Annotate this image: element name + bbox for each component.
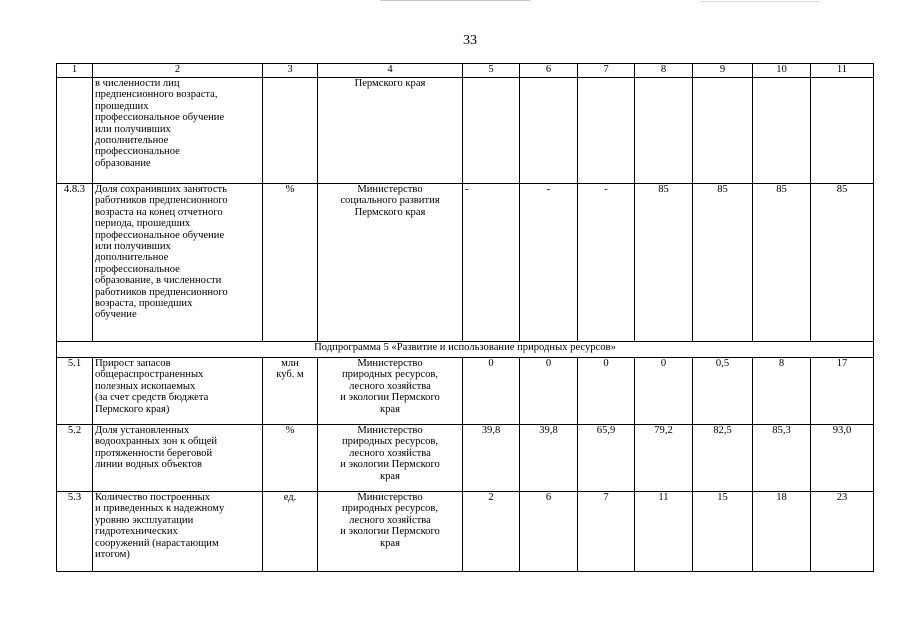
header-cell: 2 [93, 64, 263, 78]
ministry-cell: Пермского края [318, 78, 463, 184]
value-cell: - [463, 184, 520, 342]
indicator-name-cell: Доля установленных водоохранных зон к общей протяженности береговой линии водных объектов [93, 425, 263, 492]
value-cell: - [578, 184, 635, 342]
value-cell: 17 [811, 358, 874, 425]
header-cell: 1 [57, 64, 93, 78]
header-cell: 9 [693, 64, 753, 78]
value-cell: 85 [693, 184, 753, 342]
header-row [57, 64, 874, 78]
header-cell: 3 [263, 64, 318, 78]
table-row [57, 184, 874, 342]
ministry-cell: Министерство природных ресурсов, лесного хозяйства и экологии Пермского края [318, 425, 463, 492]
header-cell: 6 [520, 64, 578, 78]
value-cell [693, 78, 753, 184]
page-number: 33 [463, 33, 477, 48]
value-cell [811, 78, 874, 184]
row-number-cell: 5.3 [57, 492, 93, 572]
value-cell [578, 78, 635, 184]
value-cell: - [520, 184, 578, 342]
value-cell: 0 [463, 358, 520, 425]
header-cell: 5 [463, 64, 520, 78]
scan-edge-line [380, 0, 530, 1]
indicator-name-cell: Прирост запасов общераспространенных полезных ископаемых (за счет средств бюджета Пермского края) [93, 358, 263, 425]
value-cell: 0 [578, 358, 635, 425]
indicator-name-cell: Количество построенных и приведенных к надежному уровню эксплуатации гидротехнических сооружений (нарастающим итогом) [93, 492, 263, 572]
table-row [57, 358, 874, 425]
value-cell: 85 [635, 184, 693, 342]
value-cell: 23 [811, 492, 874, 572]
table-row [57, 492, 874, 572]
unit-cell: млн куб. м [263, 358, 318, 425]
subprogram-caption: Подпрограмма 5 «Развитие и использование природных ресурсов» [57, 342, 874, 358]
header-cell: 4 [318, 64, 463, 78]
value-cell [635, 78, 693, 184]
value-cell: 65,9 [578, 425, 635, 492]
table-row [57, 425, 874, 492]
value-cell: 82,5 [693, 425, 753, 492]
value-cell: 39,8 [463, 425, 520, 492]
value-cell: 0 [635, 358, 693, 425]
indicators-table [56, 63, 874, 572]
value-cell: 18 [753, 492, 811, 572]
value-cell: 11 [635, 492, 693, 572]
ministry-cell: Министерство природных ресурсов, лесного хозяйства и экологии Пермского края [318, 358, 463, 425]
value-cell: 8 [753, 358, 811, 425]
header-cell: 8 [635, 64, 693, 78]
subprogram-row [57, 342, 874, 358]
value-cell [753, 78, 811, 184]
unit-cell: % [263, 184, 318, 342]
table-row-continuation [57, 78, 874, 184]
row-number-cell [57, 78, 93, 184]
ministry-cell: Министерство природных ресурсов, лесного хозяйства и экологии Пермского края [318, 492, 463, 572]
value-cell [520, 78, 578, 184]
value-cell: 2 [463, 492, 520, 572]
value-cell: 85 [753, 184, 811, 342]
value-cell: 79,2 [635, 425, 693, 492]
header-cell: 7 [578, 64, 635, 78]
scan-edge-line [700, 1, 820, 2]
indicator-name-cell: Доля сохранивших занятость работников предпенсионного возраста на конец отчетного периода, прошедших профессиональное обучение или получивших дополнительное профессиональное образование, в численности работников предпенсионного возраста, прошедших обучение [93, 184, 263, 342]
header-cell: 10 [753, 64, 811, 78]
header-cell: 11 [811, 64, 874, 78]
row-number-cell: 4.8.3 [57, 184, 93, 342]
value-cell: 39,8 [520, 425, 578, 492]
value-cell: 0,5 [693, 358, 753, 425]
indicator-name-cell: в численности лиц предпенсионного возраста, прошедших профессиональное обучение или получивших дополнительное профессиональное образование [93, 78, 263, 184]
row-number-cell: 5.2 [57, 425, 93, 492]
value-cell: 93,0 [811, 425, 874, 492]
row-number-cell: 5.1 [57, 358, 93, 425]
value-cell [463, 78, 520, 184]
value-cell: 85,3 [753, 425, 811, 492]
value-cell: 6 [520, 492, 578, 572]
ministry-cell: Министерство социального развития Пермского края [318, 184, 463, 342]
unit-cell [263, 78, 318, 184]
unit-cell: ед. [263, 492, 318, 572]
value-cell: 0 [520, 358, 578, 425]
value-cell: 85 [811, 184, 874, 342]
value-cell: 15 [693, 492, 753, 572]
unit-cell: % [263, 425, 318, 492]
value-cell: 7 [578, 492, 635, 572]
